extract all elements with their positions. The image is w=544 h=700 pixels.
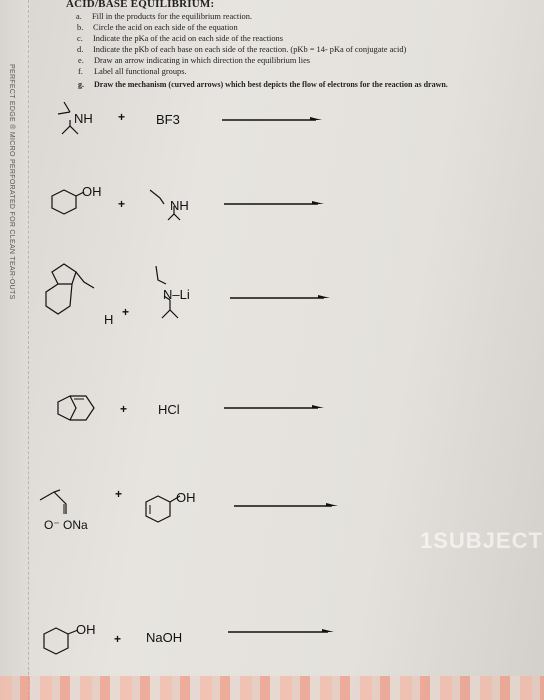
reaction-6-arrow <box>226 626 338 638</box>
reaction-1-reactant-2: BF3 <box>156 112 180 127</box>
reaction-5-plus: + <box>115 487 123 501</box>
reaction-4-bicyclic-alkene <box>46 392 102 426</box>
reaction-4-arrow <box>222 402 328 414</box>
reaction-3-plus: + <box>122 305 130 319</box>
perforated-margin <box>0 0 30 700</box>
reaction-4-reactant-2: HCl <box>158 402 180 417</box>
reaction-6-plus: + <box>114 632 122 646</box>
reaction-3-arrow <box>228 292 334 304</box>
instruction-c: c. Indicate the pKa of the acid on each side of the reactions <box>77 34 283 43</box>
reaction-5-arrow <box>232 500 342 512</box>
watermark: 1SUBJECT <box>420 528 543 553</box>
reaction-6-reactant-1: OH <box>76 622 96 637</box>
reaction-4-plus: + <box>120 402 128 416</box>
instruction-g: g. Draw the mechanism (curved arrows) which best depicts the flow of electrons for the reaction as drawn. <box>78 80 448 89</box>
reaction-3-reactant-2: N–Li <box>163 287 190 302</box>
margin-text: PERFECT EDGE ® MICRO PERFORATED FOR CLEAN TEAR-OUTS <box>8 64 15 300</box>
instruction-d: d. Indicate the pKb of each base on each side of the reaction. (pKb = 14- pKa of conjugate acid) <box>77 45 407 54</box>
reaction-1-reactant-1: NH <box>74 111 93 126</box>
notebook-cover-edge <box>0 676 544 700</box>
instruction-f: f. Label all functional groups. <box>78 67 187 76</box>
instruction-e: e. Draw an arrow indicating in which direction the equilibrium lies <box>78 56 311 65</box>
reaction-2-plus: + <box>118 197 126 211</box>
perforation-line <box>28 0 29 700</box>
reaction-1-arrow <box>220 114 326 126</box>
reaction-1-plus: + <box>118 110 126 124</box>
reaction-5-reactant-1: O⁻ ONa <box>44 518 88 532</box>
instruction-b: b. Circle the acid on each side of the equation <box>77 23 238 32</box>
reaction-3-bicyclic-structure <box>34 258 114 330</box>
reaction-3-reactant-1: H <box>104 312 114 327</box>
reaction-2-reactant-2: NH <box>170 198 189 213</box>
reaction-6-reactant-2: NaOH <box>146 630 183 645</box>
reaction-5-reactant-2: OH <box>176 490 196 505</box>
reaction-2-reactant-1: OH <box>82 184 102 199</box>
reaction-2-arrow <box>222 198 328 210</box>
worksheet-title: ACID/BASE EQUILIBRIUM: <box>66 0 215 10</box>
instruction-a: a. Fill in the products for the equilibrium reaction. <box>76 12 253 21</box>
